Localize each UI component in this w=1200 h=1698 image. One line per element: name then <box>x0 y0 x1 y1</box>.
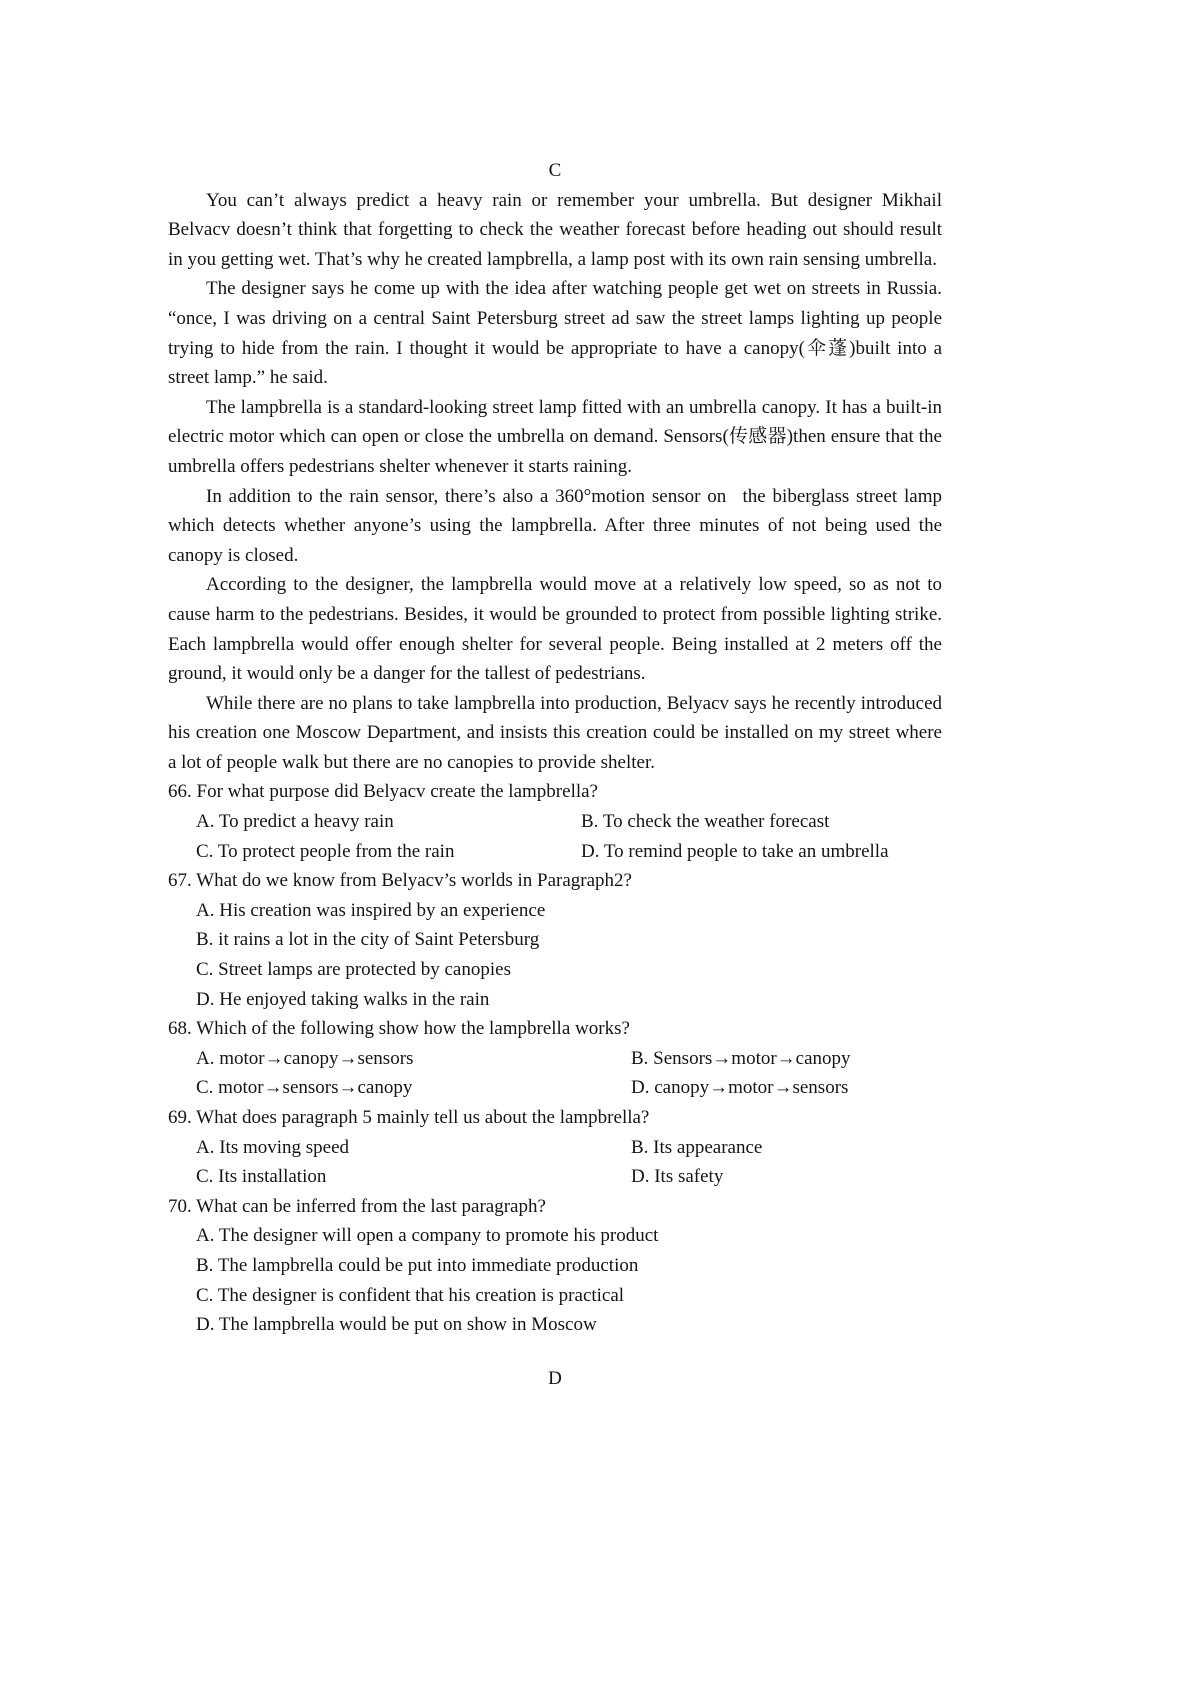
question-70 <box>168 1192 942 1340</box>
question-69 <box>168 1103 942 1192</box>
option-row <box>168 807 942 837</box>
option: B. Its appearance <box>631 1136 763 1158</box>
option: D. He enjoyed taking walks in the rain <box>196 988 490 1010</box>
passage-paragraph: According to the designer, the lampbrella would move at a relatively low speed, so as not to cause harm to the pedestrians. Besides, it would be grounded to protect from possible lighting strike. Each lampbrella would offer enough shelter for several people. Being installed at 2 meters off the ground, it would only be a danger for the tallest of pedestrians. <box>168 574 942 685</box>
question-text: 69. What does paragraph 5 mainly tell us about the lampbrella? <box>168 1107 650 1128</box>
question-text: 66. For what purpose did Belyacv create the lampbrella? <box>168 781 598 803</box>
option-row <box>168 1044 942 1074</box>
option: A. The designer will open a company to promote his product <box>196 1225 659 1247</box>
option: B. The lampbrella could be put into immediate production <box>196 1254 639 1276</box>
question-68 <box>168 1014 942 1103</box>
option: D. Its safety <box>631 1166 724 1188</box>
passage-paragraph: The lampbrella is a standard-looking street lamp fitted with an umbrella canopy. It has a built-in electric motor which can open or close the umbrella on demand. Sensors(传感器)then ensure that the umbrella offers pedestrians shelter whenever it starts raining. <box>168 396 942 477</box>
option-row <box>168 1133 942 1163</box>
question-67 <box>168 866 942 1014</box>
section-title: C <box>548 160 562 181</box>
passage-paragraph: The designer says he come up with the idea after watching people get wet on streets in Russia. “once, I was driving on a central Saint Petersburg street ad saw the street lamps lighting up people trying to hide from the rain. I thought it would be appropriate to have a canopy(伞蓬)built into a street lamp.” he said. <box>168 278 942 389</box>
option: D. To remind people to take an umbrella <box>581 840 889 862</box>
option: C. motor→sensors→canopy <box>196 1077 413 1099</box>
option: B. Sensors→motor→canopy <box>631 1047 851 1069</box>
option-row <box>168 837 942 867</box>
option: A. Its moving speed <box>196 1136 350 1158</box>
option: C. The designer is confident that his creation is practical <box>196 1284 625 1306</box>
option-row <box>168 1073 942 1103</box>
option: B. To check the weather forecast <box>581 811 830 833</box>
question-66 <box>168 777 942 866</box>
question-text: 68. Which of the following show how the lampbrella works? <box>168 1018 630 1040</box>
option: D. The lampbrella would be put on show in Moscow <box>196 1314 597 1336</box>
option: A. To predict a heavy rain <box>196 811 394 833</box>
text-block <box>168 156 942 1393</box>
passage-paragraph: You can’t always predict a heavy rain or remember your umbrella. But designer Mikhail Belvacv doesn’t think that forgetting to check the weather forecast before heading out should result in you getting wet. That’s why he created lampbrella, a lamp post with its own rain sensing umbrella. <box>168 189 942 270</box>
option: C. To protect people from the rain <box>196 840 455 862</box>
option: D. canopy→motor→sensors <box>631 1077 849 1099</box>
option: A. motor→canopy→sensors <box>196 1047 414 1069</box>
question-text: 67. What do we know from Belyacv’s worlds in Paragraph2? <box>168 870 632 892</box>
option: A. His creation was inspired by an experience <box>196 899 546 921</box>
option: C. Street lamps are protected by canopies <box>196 959 511 981</box>
option: C. Its installation <box>196 1166 327 1188</box>
passage-paragraph: In addition to the rain sensor, there’s also a 360°motion sensor on the biberglass street lamp which detects whether anyone’s using the lampbrella. After three minutes of not being used the canopy is closed. <box>168 485 942 566</box>
option: B. it rains a lot in the city of Saint Petersburg <box>196 929 540 951</box>
next-section-title: D <box>548 1367 562 1389</box>
option-row <box>168 1162 942 1192</box>
passage-paragraph: While there are no plans to take lampbrella into production, Belyacv says he recently introduced his creation one Moscow Department, and insists this creation could be installed on my street where a lot of people walk but there are no canopies to provide shelter. <box>168 692 942 773</box>
question-text: 70. What can be inferred from the last paragraph? <box>168 1195 546 1217</box>
